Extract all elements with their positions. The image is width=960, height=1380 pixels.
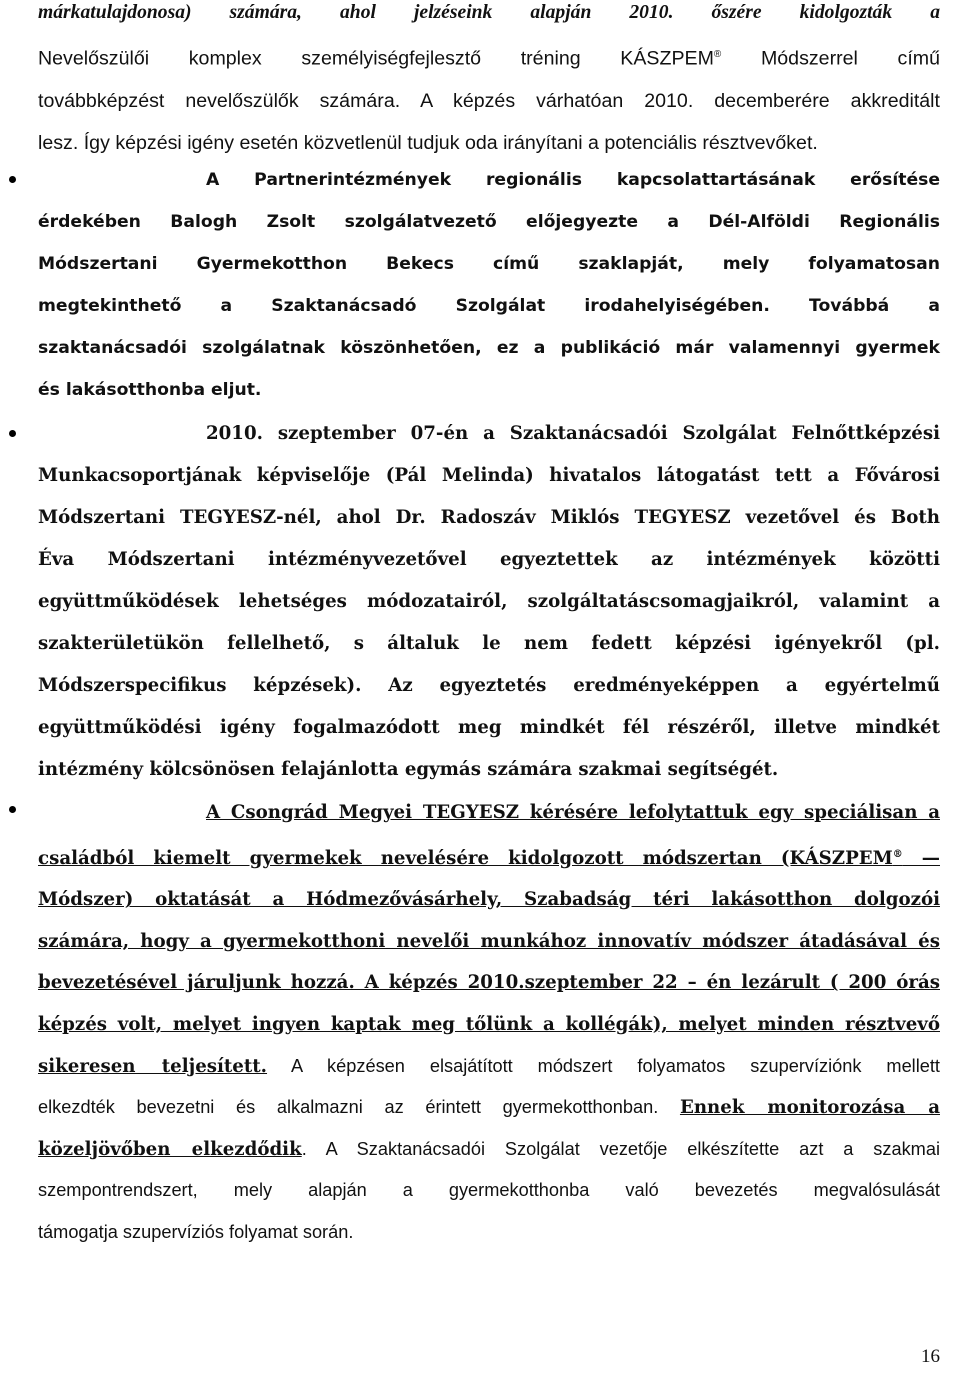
bullet-3-line-7-underlined: sikeresen teljesített. <box>38 1055 268 1077</box>
intro-line-2-end: Módszerrel című <box>721 47 940 70</box>
bullet-2-line: 2010. szeptember 07-én a Szaktanácsadói Szolgálat Felnőttképzési <box>206 423 940 444</box>
intro-line-3 <box>38 80 940 122</box>
intro-line-1: márkatulajdonosa) számára, ahol jelzéseink alapján 2010. őszére kidolgozták a <box>38 2 940 23</box>
intro-line-3-b: A képzés várhatóan 2010. decemberére akkreditált <box>400 89 940 112</box>
bullet-1-marker <box>9 176 16 183</box>
bullet-1-line: A Partnerintézmények regionális kapcsolattartásának erősítése <box>206 170 940 190</box>
bullet-2-line: Éva Módszertani intézményvezetővel egyeztettek az intézmények közötti <box>38 549 940 570</box>
bullet-3-line <box>38 1087 940 1129</box>
bullet-1-line: és lakásotthonba eljut. <box>38 380 262 400</box>
bullet-3-line: bevezetésével járuljunk hozzá. A képzés 2010.szeptember 22 – én lezárult ( 200 órás <box>38 972 940 994</box>
bullet-2-paragraph <box>38 413 940 791</box>
bullet-1-line: érdekében Balogh Zsolt szolgálatvezető előjegyezte a Dél-Alföldi Regionális <box>38 212 940 232</box>
intro-line-4: lesz. Így képzési igény esetén közvetlenül tudjuk oda irányítani a potenciális résztvevőket. <box>38 131 818 154</box>
bullet-2-line: intézmény kölcsönösen felajánlotta egymás számára szakmai segítségét. <box>38 759 779 780</box>
page-number: 16 <box>921 1346 940 1367</box>
bullet-3-line: számára, hogy a gyermekotthoni nevelői munkához innovatív módszer átadásával és <box>38 930 940 952</box>
bullet-3-line-2-dash: — <box>902 847 940 869</box>
registered-mark: ® <box>713 49 722 60</box>
bullet-2-line: Munkacsoportjának képviselője (Pál Melinda) hivatalos látogatást tett a Fővárosi <box>38 465 940 486</box>
bullet-1-line: megtekinthető a Szaktanácsadó Szolgálat irodahelyiségében. Továbbá a <box>38 296 940 316</box>
bullet-2-line: szakterületükön fellelhető, s általuk le nem fedett képzési igényekről (pl. <box>38 633 940 654</box>
bullet-3-line <box>38 1129 940 1171</box>
bullet-1-paragraph <box>38 159 940 411</box>
bullet-3-line-7-rest: A képzésen elsajátított módszert folyamatos szupervíziónk mellett <box>267 1055 940 1076</box>
intro-paragraph <box>38 0 940 164</box>
bullet-3-line-8-rest: elkezdték bevezetni és alkalmazni az érintett gyermekotthonban. <box>38 1097 680 1118</box>
bullet-2-line: együttműködések lehetséges módozatairól, szolgáltatáscsomagjaikról, valamint a <box>38 591 940 612</box>
bullet-3-line <box>38 1046 940 1088</box>
bullet-3-line-2-text: családból kiemelt gyermekek nevelésére kidolgozott módszertan (KÁSZPEM <box>38 847 893 869</box>
intro-line-3-a: továbbképzést nevelőszülők számára. <box>38 89 401 112</box>
bullet-1-line: szaktanácsadói szolgálatnak köszönhetően, ez a publikáció már valamennyi gyermek <box>38 338 940 358</box>
bullet-2-line: Módszertani TEGYESZ-nél, ahol Dr. Radoszáv Miklós TEGYESZ vezetővel és Both <box>38 507 940 528</box>
bullet-3-marker <box>9 806 16 813</box>
registered-mark: ® <box>892 848 903 860</box>
bullet-3-line-8-underlined: Ennek monitorozása a <box>679 1097 940 1119</box>
bullet-2-line: Módszerspecifikus képzések). Az egyeztetés eredményeképpen a egyértelmű <box>38 675 940 696</box>
bullet-2-marker <box>9 430 16 437</box>
bullet-3-line: támogatja szupervíziós folyamat során. <box>38 1222 354 1242</box>
intro-line-2-text: Nevelőszülői komplex személyiségfejlesztő tréning KÁSZPEM <box>38 47 714 70</box>
bullet-3-line: szempontrendszert, mely alapján a gyermekotthonba való bevezetés megvalósulását <box>38 1180 940 1201</box>
bullet-3-line-9-rest: . A Szaktanácsadói Szolgálat vezetője elkészítette azt a szakmai <box>301 1138 940 1159</box>
intro-line-2 <box>38 34 940 80</box>
bullet-3-line: A Csongrád Megyei TEGYESZ kérésére lefolytattuk egy speciálisan a <box>206 802 940 823</box>
bullet-3-line <box>38 834 940 880</box>
bullet-2-line: együttműködési igény fogalmazódott meg mindkét fél részéről, illetve mindkét <box>38 717 940 738</box>
bullet-3-line: Módszer) oktatását a Hódmezővásárhely, Szabadság téri lakásotthon dolgozói <box>38 889 940 911</box>
bullet-1-line: Módszertani Gyermekotthon Bekecs című szaklapját, mely folyamatosan <box>38 254 940 274</box>
bullet-3-paragraph <box>38 792 940 1254</box>
bullet-3-line-9-underlined: közeljövőben elkezdődik <box>38 1138 302 1160</box>
bullet-3-line: képzés volt, melyet ingyen kaptak meg tőlünk a kollégák), melyet minden résztvevő <box>38 1014 940 1036</box>
